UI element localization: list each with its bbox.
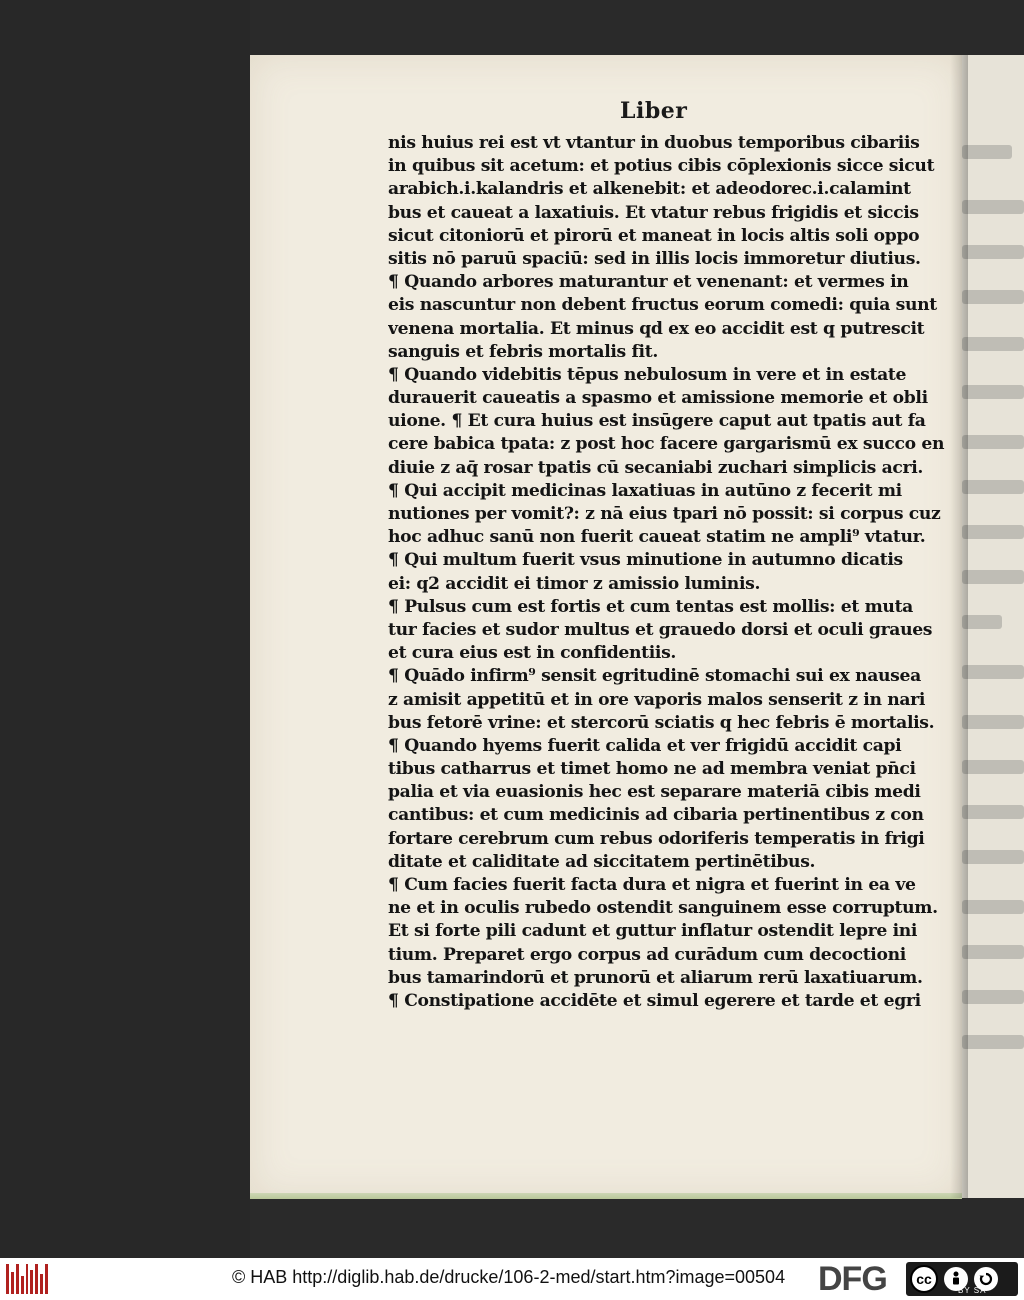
gutter-shadow — [950, 55, 968, 1198]
text-line: ¶ Qui multum fuerit vsus minutione in autumno dicatis — [388, 550, 903, 571]
text-line: ¶ Quando arbores maturantur et venenant: et vermes in — [388, 272, 909, 293]
text-line: ¶ Quando videbitis tēpus nebulosum in vere et in estate — [388, 364, 907, 385]
text-line: ¶ Qui accipit medicinas laxatiuas in autūno z fecerit mi — [388, 480, 902, 501]
text-line: ¶ Cum facies fuerit facta dura et nigra et fuerint in ea ve — [388, 875, 916, 895]
text-line: cantibus: et cum medicinis ad cibaria pertinentibus z con — [388, 805, 924, 826]
text-line: ¶ Quando hyems fuerit calida et ver frigidū accidit capi — [388, 735, 902, 756]
text-line: uione. ¶ Et cura huius est insūgere caput aut tpatis aut fa — [388, 411, 926, 432]
page-edge — [250, 1193, 962, 1199]
text-line: tium. Preparet ergo corpus ad curādum cum decoctioni — [388, 944, 906, 965]
text-line: durauerit caueatis a spasmo et amissione memorie et obli — [388, 388, 928, 409]
text-line: tur facies et sudor multus et grauedo dorsi et oculi graues — [388, 619, 933, 640]
text-line: sitis nō paruū spaciū: sed in illis locis immoretur diutius. — [388, 248, 921, 269]
hab-logo-icon[interactable] — [6, 1264, 48, 1294]
footer-bar — [0, 1258, 1024, 1300]
text-line: ¶ Constipatione accidēte et simul egerere et tarde et egri — [388, 990, 921, 1011]
text-line: arabich.i.kalandris et alkenebit: et adeodorec.i.calamint — [388, 179, 911, 200]
text-line: palia et via euasionis hec est separare materiā cibis medi — [388, 782, 921, 803]
license-labels: BY SA — [958, 1286, 987, 1295]
text-line: fortare cerebrum cum rebus odoriferis temperatis in frigi — [388, 828, 925, 849]
text-line: bus et caueat a laxatiuis. Et vtatur rebus frigidis et siccis — [388, 202, 919, 223]
text-line: bus fetorē vrine: et stercorū sciatis q hec febris ē mortalis. — [388, 712, 935, 733]
text-block — [388, 132, 948, 1013]
text-line: in quibus sit acetum: et potius cibis cōplexionis sicce sicut — [388, 156, 935, 177]
text-line: sanguis et febris mortalis fit. — [388, 341, 658, 362]
text-line: Et si forte pili cadunt et guttur inflatur ostendit lepre ini — [388, 921, 918, 942]
cc-icon: cc — [910, 1265, 938, 1293]
text-line: nis huius rei est vt vtantur in duobus temporibus cibariis — [388, 133, 920, 153]
dfg-logo[interactable]: DFG — [818, 1260, 887, 1298]
text-line: hoc adhuc sanū non fuerit caueat statim ne ampli⁹ vtatur. — [388, 527, 926, 548]
text-line: venena mortalia. Et minus qd ex eo accidit est q putrescit — [388, 318, 925, 339]
text-line: ne et in oculis rubedo ostendit sanguinem esse corruptum. — [388, 898, 938, 919]
adjacent-page-edge — [962, 55, 1024, 1198]
text-line: bus tamarindorū et prunorū et aliarum rerū laxatiuarum. — [388, 967, 923, 988]
text-line: nutiones per vomit?: z nā eius tpari nō possit: si corpus cuz — [388, 504, 941, 524]
text-line: diuie z aq̄ rosar tpatis cū secaniabi zuchari simplicis acri. — [388, 457, 924, 478]
text-line: ei: q2 accidit ei timor z amissio luminis. — [388, 573, 761, 594]
text-line: eis nascuntur non debent fructus eorum comedi: quia sunt — [388, 295, 937, 316]
text-line: z amisit appetitū et in ore vaporis malos senserit z in nari — [388, 689, 926, 710]
text-line: ¶ Pulsus cum est fortis et cum tentas est mollis: et muta — [388, 596, 913, 617]
text-line: ¶ Quādo infirm⁹ sensit egritudinē stomachi sui ex nausea — [388, 666, 921, 687]
text-line: tibus catharrus et timet homo ne ad membra veniat pn̄ci — [388, 759, 916, 780]
text-line: ditate et caliditate ad siccitatem pertinētibus. — [388, 851, 816, 872]
citation-link[interactable]: © HAB http://diglib.hab.de/drucke/106-2-med/start.htm?image=00504 — [232, 1267, 786, 1287]
dark-background — [0, 0, 250, 1258]
running-head: Liber — [620, 98, 688, 124]
text-line: cere babica tpata: z post hoc facere gargarismū ex succo en — [388, 434, 945, 455]
text-line: sicut citoniorū et pirorū et maneat in locis altis soli oppo — [388, 225, 920, 246]
text-line: et cura eius est in confidentiis. — [388, 643, 677, 664]
